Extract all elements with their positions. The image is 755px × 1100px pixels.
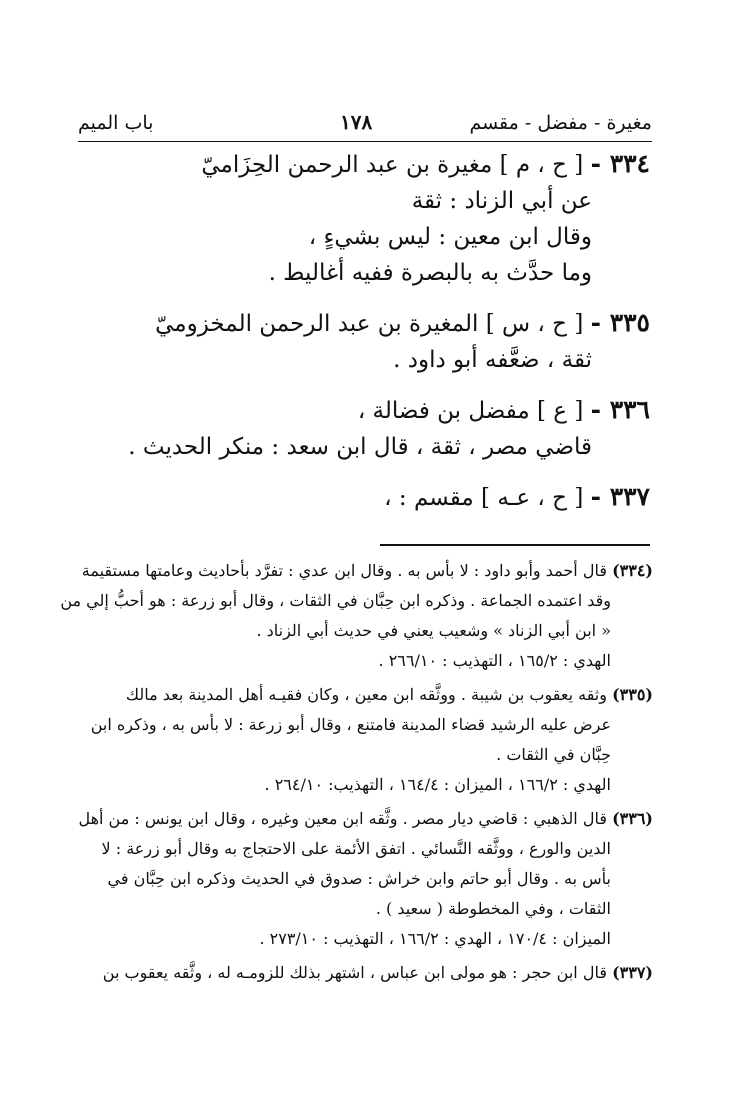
entry-title: [ ح ، م ] مغيرة بن عبد الرحمن الحِزَاميّ xyxy=(201,152,584,178)
footnote-line: الهدي : ١٦٦/٢ ، الميزان : ١٦٤/٤ ، التهذيب: ٢٦٤/١٠ . xyxy=(264,775,611,794)
footnote-text: قال أحمد وأبو داود : لا بأس به . وقال ابن عدي : تفرَّد بأحاديث وعامتها مستقيمة xyxy=(81,561,607,580)
entry-heading xyxy=(150,392,650,429)
footnote-text: وثقه يعقوب بن شيبة . ووثَّقه ابن معين ، وكان فقيـه أهل المدينة بعد مالك xyxy=(125,685,607,704)
entry-heading xyxy=(150,146,650,183)
footnote-line: الميزان : ١٧٠/٤ ، الهدي : ١٦٦/٢ ، التهذيب : ٢٧٣/١٠ . xyxy=(259,929,611,948)
page-number: ١٧٨ xyxy=(340,110,373,134)
footnote-number: (٣٣٧) xyxy=(612,963,653,982)
entry-336 xyxy=(128,392,650,465)
footnote-line: الهدي : ١٦٥/٢ ، التهذيب : ٢٦٦/١٠ . xyxy=(378,651,611,670)
footnote-line: « ابن أبي الزناد » وشعيب يعني في حديث أبي الزناد . xyxy=(256,621,611,640)
footnote-line xyxy=(81,556,653,586)
footnote-line: الدين والورع ، ووثَّقه النَّسائي . اتفق الأئمة على الاحتجاج به وقال أبو زرعة : لا xyxy=(101,839,611,858)
footnote-337 xyxy=(85,958,653,988)
entry-title: [ ع ] مفضل بن فضالة ، xyxy=(357,398,584,424)
header-rule xyxy=(78,141,652,142)
footnote-text: قال ابن حجر : هو مولى ابن عباس ، اشتهر بذلك للزومـه له ، وثَّقه يعقوب بن xyxy=(102,963,607,982)
footnotes xyxy=(60,556,653,992)
footnote-line: الثقات ، وفي المخطوطة ( سعيد ) . xyxy=(375,899,611,918)
footnote-number: (٣٣٤) xyxy=(612,561,653,580)
entry-title: [ ح ، عـه ] مقسم : ، xyxy=(384,485,584,511)
footnote-number: (٣٣٥) xyxy=(612,685,653,704)
entry-line: عن أبي الزناد : ثقة xyxy=(411,188,592,214)
entry-number: ٣٣٦ - xyxy=(590,395,650,424)
footnote-line xyxy=(78,804,653,834)
footnote-336 xyxy=(78,804,653,954)
footnote-line: عرض عليه الرشيد قضاء المدينة فامتنع ، وقال أبو زرعة : لا بأس به ، وذكره ابن xyxy=(90,715,611,734)
header-chapter-title: باب الميم xyxy=(78,112,154,134)
footnote-335 xyxy=(85,680,653,800)
entry-335 xyxy=(150,305,650,378)
entry-334 xyxy=(150,146,650,291)
footnote-line: بأس به . وقال أبو حاتم وابن خراش : صدوق في الحديث وذكره ابن حِبَّان في xyxy=(107,869,611,888)
entry-title: [ ح ، س ] المغيرة بن عبد الرحمن المخزوميّ xyxy=(155,311,584,337)
entry-line: قاضي مصر ، ثقة ، قال ابن سعد : منكر الحديث . xyxy=(128,434,592,460)
footnote-line: وقد اعتمده الجماعة . وذكره ابن حِبَّان في الثقات ، وقال أبو زرعة : هو أحبُّ إلي من xyxy=(60,591,611,610)
entry-number: ٣٣٤ - xyxy=(590,149,650,178)
entry-line: ثقة ، ضعَّفه أبو داود . xyxy=(393,347,592,373)
footnote-separator xyxy=(380,544,650,546)
footnote-text: قال الذهبي : قاضي ديار مصر . وثَّقه ابن معين وغيره ، وقال ابن يونس : من أهل xyxy=(78,809,607,828)
footnote-number: (٣٣٦) xyxy=(612,809,653,828)
footnote-line xyxy=(85,680,653,710)
entry-line: وقال ابن معين : ليس بشيءٍ ، xyxy=(308,224,592,250)
entry-line: وما حدَّث به بالبصرة ففيه أغاليط . xyxy=(268,260,592,286)
entry-heading xyxy=(150,305,650,342)
footnote-334 xyxy=(60,556,653,676)
footnote-line: حِبَّان في الثقات . xyxy=(496,745,611,764)
entry-337 xyxy=(150,479,650,516)
main-text xyxy=(128,146,650,530)
running-header xyxy=(78,108,652,140)
entry-number: ٣٣٧ - xyxy=(590,482,650,511)
entry-heading xyxy=(150,479,650,516)
header-section-title: مغيرة - مفضل - مقسم xyxy=(469,112,652,134)
footnote-line xyxy=(85,958,653,988)
entry-number: ٣٣٥ - xyxy=(590,308,650,337)
